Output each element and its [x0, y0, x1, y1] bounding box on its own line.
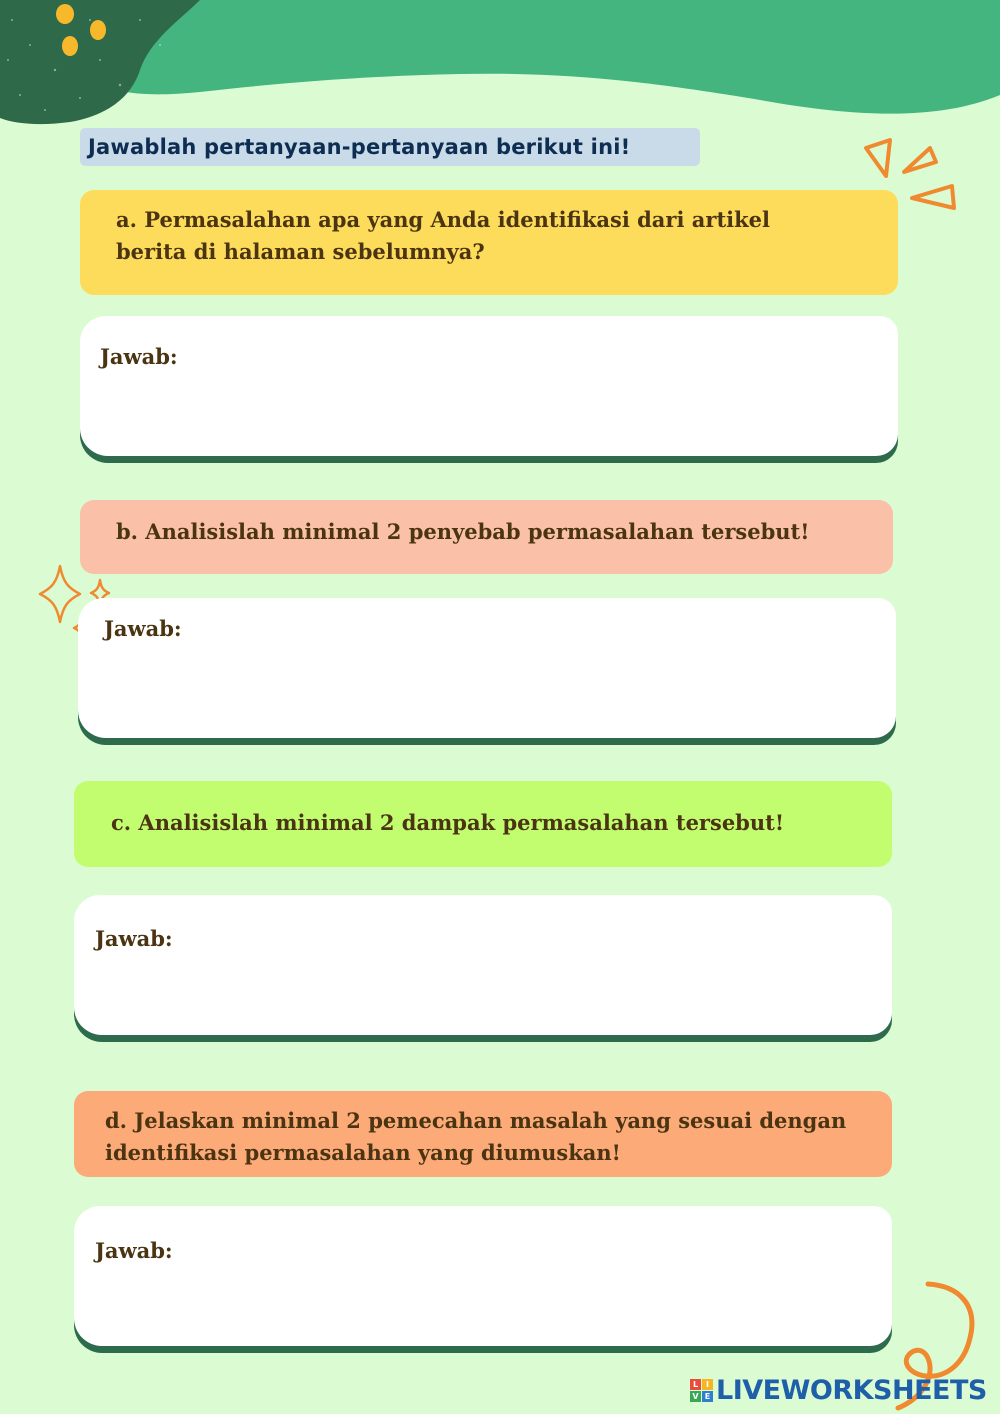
answer-b-field[interactable]	[78, 598, 896, 738]
liveworksheets-logo	[690, 1374, 987, 1406]
answer-a-label: Jawab:	[100, 344, 178, 369]
question-c-text: c. Analisislah minimal 2 dampak permasalahan tersebut!	[111, 810, 785, 835]
logo-mark-icon	[690, 1379, 713, 1402]
answer-c-field[interactable]	[74, 895, 892, 1035]
question-d-text-line1: d. Jelaskan minimal 2 pemecahan masalah yang sesuai dengan	[105, 1108, 847, 1133]
question-d-box	[74, 1091, 892, 1177]
logo-mark-i: I	[702, 1379, 713, 1390]
answer-a-field[interactable]	[80, 316, 898, 456]
question-c-box	[74, 781, 892, 867]
instruction-banner: Jawablah pertanyaan-pertanyaan berikut ini!	[80, 128, 700, 166]
answer-b-label: Jawab:	[104, 616, 182, 641]
answer-c-label: Jawab:	[95, 926, 173, 951]
logo-mark-v: V	[690, 1391, 701, 1402]
answer-d-field[interactable]	[74, 1206, 892, 1346]
question-b-text: b. Analisislah minimal 2 penyebab permasalahan tersebut!	[116, 519, 810, 544]
logo-mark-e: E	[702, 1391, 713, 1402]
answer-d-label: Jawab:	[95, 1238, 173, 1263]
question-b-box	[80, 500, 893, 574]
question-a-box	[80, 190, 898, 295]
question-d-text-line2: identifikasi permasalahan yang diumuskan!	[105, 1140, 621, 1165]
question-a-text-line1: a. Permasalahan apa yang Anda identifikasi dari artikel	[116, 207, 771, 232]
logo-mark-l: L	[690, 1379, 701, 1390]
top-wave-decoration	[0, 0, 1000, 140]
logo-text: LIVEWORKSHEETS	[716, 1374, 987, 1406]
question-a-text-line2: berita di halaman sebelumnya?	[116, 239, 485, 264]
